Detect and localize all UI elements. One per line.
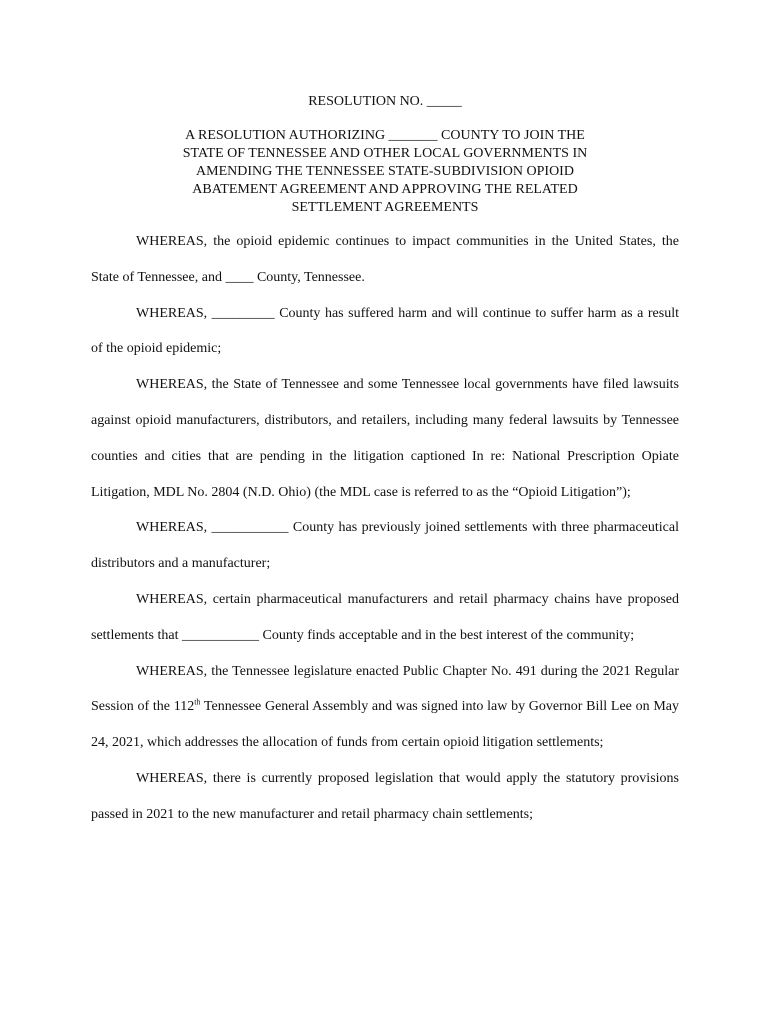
resolution-body bbox=[91, 224, 679, 833]
whereas-paragraph-5: WHEREAS, certain pharmaceutical manufacturers and retail pharmacy chains have proposed settlements that ___________ County finds acceptable and in the best interest of the community; bbox=[91, 591, 679, 643]
whereas-paragraph-2: WHEREAS, _________ County has suffered harm and will continue to suffer harm as a result of the opioid epidemic; bbox=[91, 305, 679, 357]
paragraph-6-text-end: Tennessee General Assembly and was signed into law by Governor Bill Lee on May 24, 2021, which addresses the allocation of funds from certain opioid litigation settlements; bbox=[91, 699, 679, 751]
whereas-paragraph-3: WHEREAS, the State of Tennessee and some Tennessee local governments have filed lawsuits against opioid manufacturers, distributors, and retailers, including many federal lawsuits by Tennessee counties and cities that are pending in the litigation captioned In re: National Prescription Opiate Litigation, MDL No. 2804 (N.D. Ohio) (the MDL case is referred to as the “Opioid Litigation”); bbox=[91, 377, 679, 500]
paragraph-6-text-start: WHEREAS, the Tennessee legislature enacted Public Chapter No. 491 during the 2021 Regular Session of the 112 bbox=[91, 663, 679, 715]
whereas-paragraph-4: WHEREAS, ___________ County has previously joined settlements with three pharmaceutical distributors and a manufacturer; bbox=[91, 520, 679, 572]
whereas-paragraph-1: WHEREAS, the opioid epidemic continues to impact communities in the United States, the State of Tennessee, and ____ County, Tennessee. bbox=[91, 234, 679, 285]
ordinal-suffix: th bbox=[194, 697, 201, 707]
whereas-paragraph-7: WHEREAS, there is currently proposed legislation that would apply the statutory provisions passed in 2021 to the new manufacturer and retail pharmacy chain settlements; bbox=[91, 770, 679, 822]
resolution-title: RESOLUTION NO. _____ bbox=[308, 94, 462, 109]
whereas-paragraph-6 bbox=[91, 654, 679, 761]
resolution-subtitle: A RESOLUTION AUTHORIZING _______ COUNTY TO JOIN THE STATE OF TENNESSEE AND OTHER LOCAL GOVERNMENTS IN AMENDING THE TENNESSEE STATE-SUBDIVISION OPIOID ABATEMENT AGREEMENT AND APPROVING THE RELATED SETTLEMENT AGREEMENTS bbox=[182, 128, 588, 215]
